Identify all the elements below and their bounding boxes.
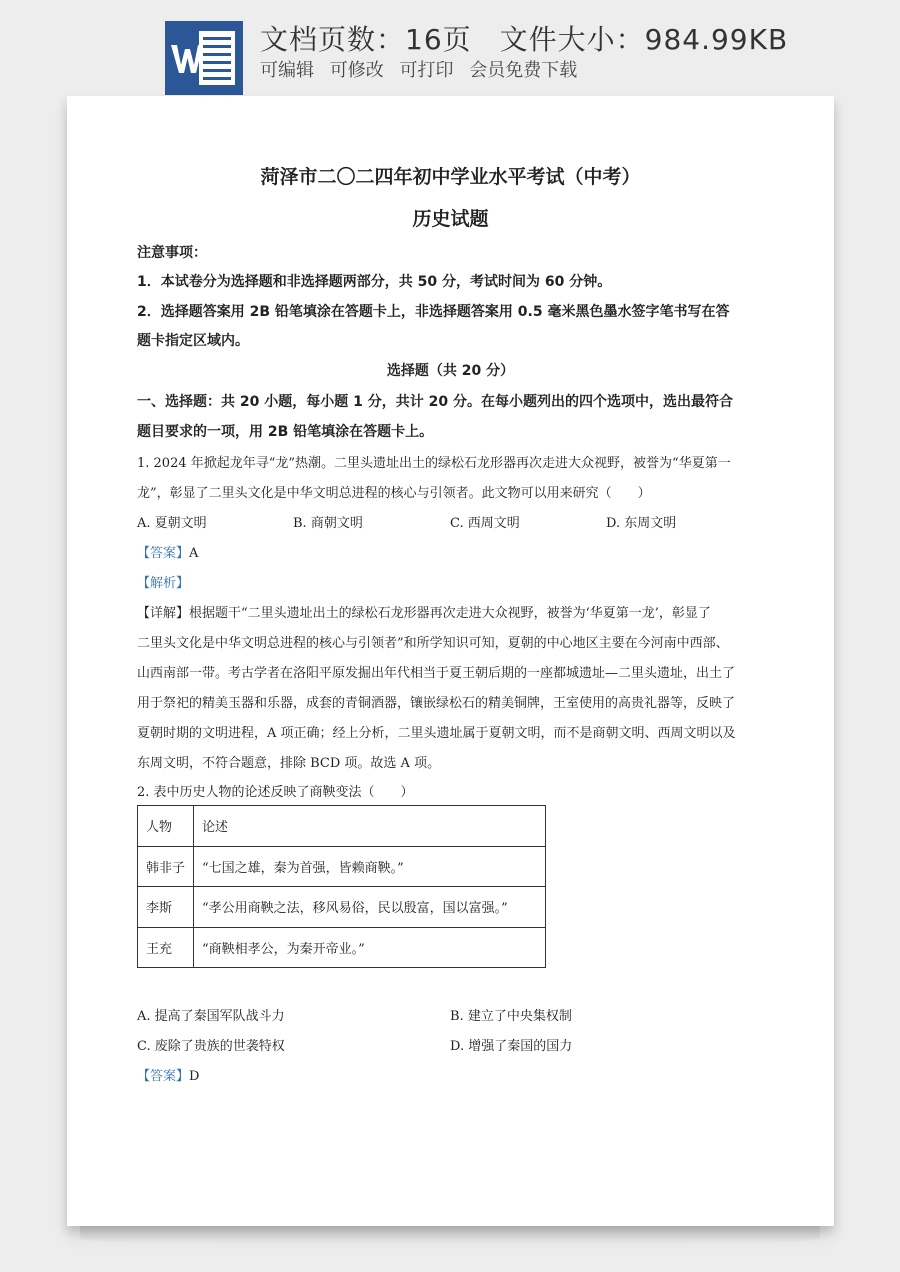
word-icon xyxy=(165,21,243,95)
table-header-row xyxy=(138,806,546,847)
page-count-label: 文档页数：16页 xyxy=(260,23,472,56)
table-cell: “商鞅相孝公，为秦开帝业。” xyxy=(194,927,546,968)
feature-modifiable: 可修改 xyxy=(329,60,384,81)
q2-option-b: B. 建立了中央集权制 xyxy=(450,1009,572,1024)
q1-answer xyxy=(137,542,198,561)
table-row xyxy=(138,927,546,968)
part1-instructions-cont: 题目要求的一项，用 2B 铅笔填涂在答题卡上。 xyxy=(137,424,434,440)
q1-detail-line-6: 东周文明，不符合题意，排除 BCD 项。故选 A 项。 xyxy=(137,756,441,771)
q1-analysis-tag: 【解析】 xyxy=(137,576,190,591)
table-header-cell: 论述 xyxy=(194,806,546,847)
page-shadow xyxy=(80,1226,820,1246)
q1-stem-cont: 龙”，彰显了二里头文化是中华文明总进程的核心与引领者。此文物可以用来研究（ ） xyxy=(137,486,651,501)
table-header-cell: 人物 xyxy=(138,806,194,847)
table-row xyxy=(138,846,546,887)
q1-option-d: D. 东周文明 xyxy=(606,516,677,531)
table-cell: 王充 xyxy=(138,927,194,968)
document-page xyxy=(67,96,834,1226)
table-cell: “孝公用商鞅之法，移风易俗，民以殷富，国以富强。” xyxy=(194,887,546,928)
q2-option-d: D. 增强了秦国的国力 xyxy=(450,1039,573,1054)
table-cell: 李斯 xyxy=(138,887,194,928)
file-size-label: 文件大小：984.99KB xyxy=(499,23,789,56)
q2-table xyxy=(137,805,546,968)
download-banner xyxy=(0,0,900,96)
table-cell: “七国之雄，秦为首强，皆赖商鞅。” xyxy=(194,846,546,887)
answer-value: A xyxy=(189,546,199,561)
q2-stem: 2. 表中历史人物的论述反映了商鞅变法（ ） xyxy=(137,785,414,800)
q1-detail-line-2: 二里头文化是中华文明总进程的核心与引领者”和所学知识可知，夏朝的中心地区主要在今河南中西部、 xyxy=(137,636,729,651)
q1-detail-line-3: 山西南部一带。考古学者在洛阳平原发掘出年代相当于夏王朝后期的一座都城遗址—二里头遗址，出土了 xyxy=(137,666,736,681)
notice-item-2: 2．选择题答案用 2B 铅笔填涂在答题卡上，非选择题答案用 0.5 毫米黑色墨水签字笔书写在答 xyxy=(137,304,730,320)
q1-option-c: C. 西周文明 xyxy=(450,516,520,531)
exam-subtitle: 历史试题 xyxy=(412,208,489,230)
part1-instructions: 一、选择题：共 20 小题，每小题 1 分，共计 20 分。在每小题列出的四个选项中，选出最符合 xyxy=(137,394,733,410)
banner-features xyxy=(260,56,587,82)
exam-title: 菏泽市二〇二四年初中学业水平考试（中考） xyxy=(260,166,641,188)
q2-option-c: C. 废除了贵族的世袭特权 xyxy=(137,1039,285,1054)
q1-detail-line-1 xyxy=(137,602,711,621)
section-heading: 选择题（共 20 分） xyxy=(386,363,515,379)
answer-tag: 【答案】 xyxy=(137,1069,190,1084)
table-row xyxy=(138,887,546,928)
notice-item-1: 1．本试卷分为选择题和非选择题两部分，共 50 分，考试时间为 60 分钟。 xyxy=(137,274,612,290)
q1-option-b: B. 商朝文明 xyxy=(293,516,363,531)
q2-option-a: A. 提高了秦国军队战斗力 xyxy=(137,1009,285,1024)
q1-option-a: A. 夏朝文明 xyxy=(137,516,207,531)
q1-stem: 1. 2024 年掀起龙年寻“龙”热潮。二里头遗址出土的绿松石龙形器再次走进大众视野，被誉为“华夏第一 xyxy=(137,456,731,471)
notice-item-2-cont: 题卡指定区域内。 xyxy=(137,333,249,349)
feature-printable: 可打印 xyxy=(399,60,454,81)
q1-detail-line-4: 用于祭祀的精美玉器和乐器，成套的青铜酒器，镶嵌绿松石的精美铜牌，王室使用的高贵礼器等，反映了 xyxy=(137,696,736,711)
feature-member-download: 会员免费下载 xyxy=(469,60,578,81)
banner-stats xyxy=(260,18,788,58)
feature-editable: 可编辑 xyxy=(260,60,314,81)
table-cell: 韩非子 xyxy=(138,846,194,887)
q2-answer xyxy=(137,1065,199,1084)
answer-value: D xyxy=(189,1069,200,1084)
q1-detail-line-5: 夏朝时期的文明进程，A 项正确；经上分析，二里头遗址属于夏朝文明，而不是商朝文明、西周文明以及 xyxy=(137,726,736,741)
detail-text: 根据题干“二里头遗址出土的绿松石龙形器再次走进大众视野，被誉为‘华夏第一龙’，彰显了 xyxy=(189,606,711,621)
notice-heading: 注意事项： xyxy=(137,245,207,261)
detail-tag: 【详解】 xyxy=(137,606,190,621)
answer-tag: 【答案】 xyxy=(137,546,190,561)
